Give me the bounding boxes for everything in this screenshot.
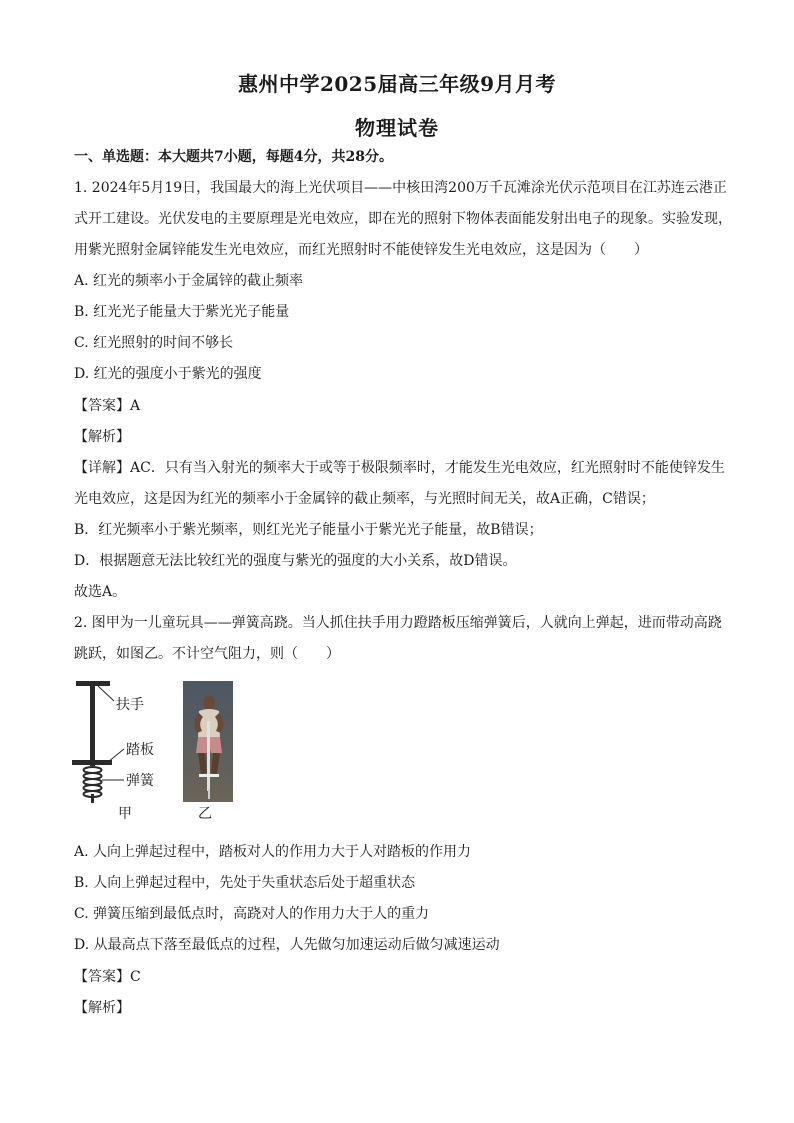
person-head [203,696,215,710]
spring [84,767,102,797]
pedal-leader [108,749,124,762]
q2-analysis-label: 【解析】 [74,1000,130,1016]
q1-detail-line-2: 光电效应，这是因为红光的频率小于金属锌的截止频率，与光照时间无关，故A正确，C错误； [74,491,655,507]
q2-stem-line-1: 2. 图甲为一儿童玩具——弹簧高跷。当人抓住扶手用力蹬踏板压缩弹簧后，人就向上弹起，进而带动高跷 [74,615,722,631]
label-fig-a: 甲 [118,806,132,822]
q1-detail-line-4: D．根据题意无法比较红光的强度与紫光的强度的大小关系，故D错误。 [74,553,517,569]
handle-bar [76,681,110,686]
q2-option-a: A. 人向上弹起过程中，踏板对人的作用力大于人对踏板的作用力 [74,844,472,860]
label-fig-b: 乙 [198,806,212,822]
q1-detail-line-5: 故选A。 [74,584,127,600]
q1-answer: 【答案】A [74,398,141,414]
section-heading: 一、单选题：本大题共7小题，每题4分，共28分。 [74,149,393,165]
q1-detail-line-1: 【详解】AC．只有当入射光的频率大于或等于极限频率时，才能发生光电效应，红光照射时不能使锌发生 [74,460,725,476]
label-pedal: 踏板 [126,742,154,758]
label-spring: 弹簧 [126,773,154,789]
handle-leader [98,686,114,701]
q2-stem-line-2: 跳跃，如图乙。不计空气阻力，则（ ） [74,646,340,662]
q1-stem-line-2: 式开工建设。光伏发电的主要原理是光电效应，即在光的照射下物体表面能发射出电子的现象。实验发现， [74,211,732,227]
q1-stem-line-1: 1. 2024年5月19日，我国最大的海上光伏项目——中核田湾200万千瓦滩涂光伏示范项目在江苏连云港正 [74,180,727,196]
exam-title: 惠州中学2025届高三年级9月月考 [237,72,557,96]
q2-answer: 【答案】C [74,969,141,985]
label-handle: 扶手 [116,697,144,713]
q1-option-a: A. 红光的频率小于金属锌的截止频率 [74,273,304,289]
q1-stem-line-3: 用紫光照射金属锌能发生光电效应，而红光照射时不能使锌发生光电效应，这是因为（ ） [74,242,648,258]
q2-option-d: D. 从最高点下落至最低点的过程，人先做匀加速运动后做匀减速运动 [74,937,500,953]
q1-option-b: B. 红光光子能量大于紫光光子能量 [74,304,290,320]
pole [90,686,95,766]
exam-subtitle: 物理试卷 [355,116,439,140]
bottom-rod [91,794,94,803]
q1-detail-line-3: B．红光频率小于紫光频率，则红光光子能量小于紫光光子能量，故B错误； [74,522,543,538]
q1-option-c: C. 红光照射的时间不够长 [74,335,234,351]
pedal [72,760,112,765]
photo-pogo-pole [207,721,210,791]
q1-analysis-label: 【解析】 [74,429,130,445]
q2-option-c: C. 弹簧压缩到最低点时，高跷对人的作用力大于人的重力 [74,906,430,922]
q2-option-b: B. 人向上弹起过程中，先处于失重状态后处于超重状态 [74,875,416,891]
pogo-photo [183,681,233,802]
q1-option-d: D. 红光的强度小于紫光的强度 [74,366,262,382]
